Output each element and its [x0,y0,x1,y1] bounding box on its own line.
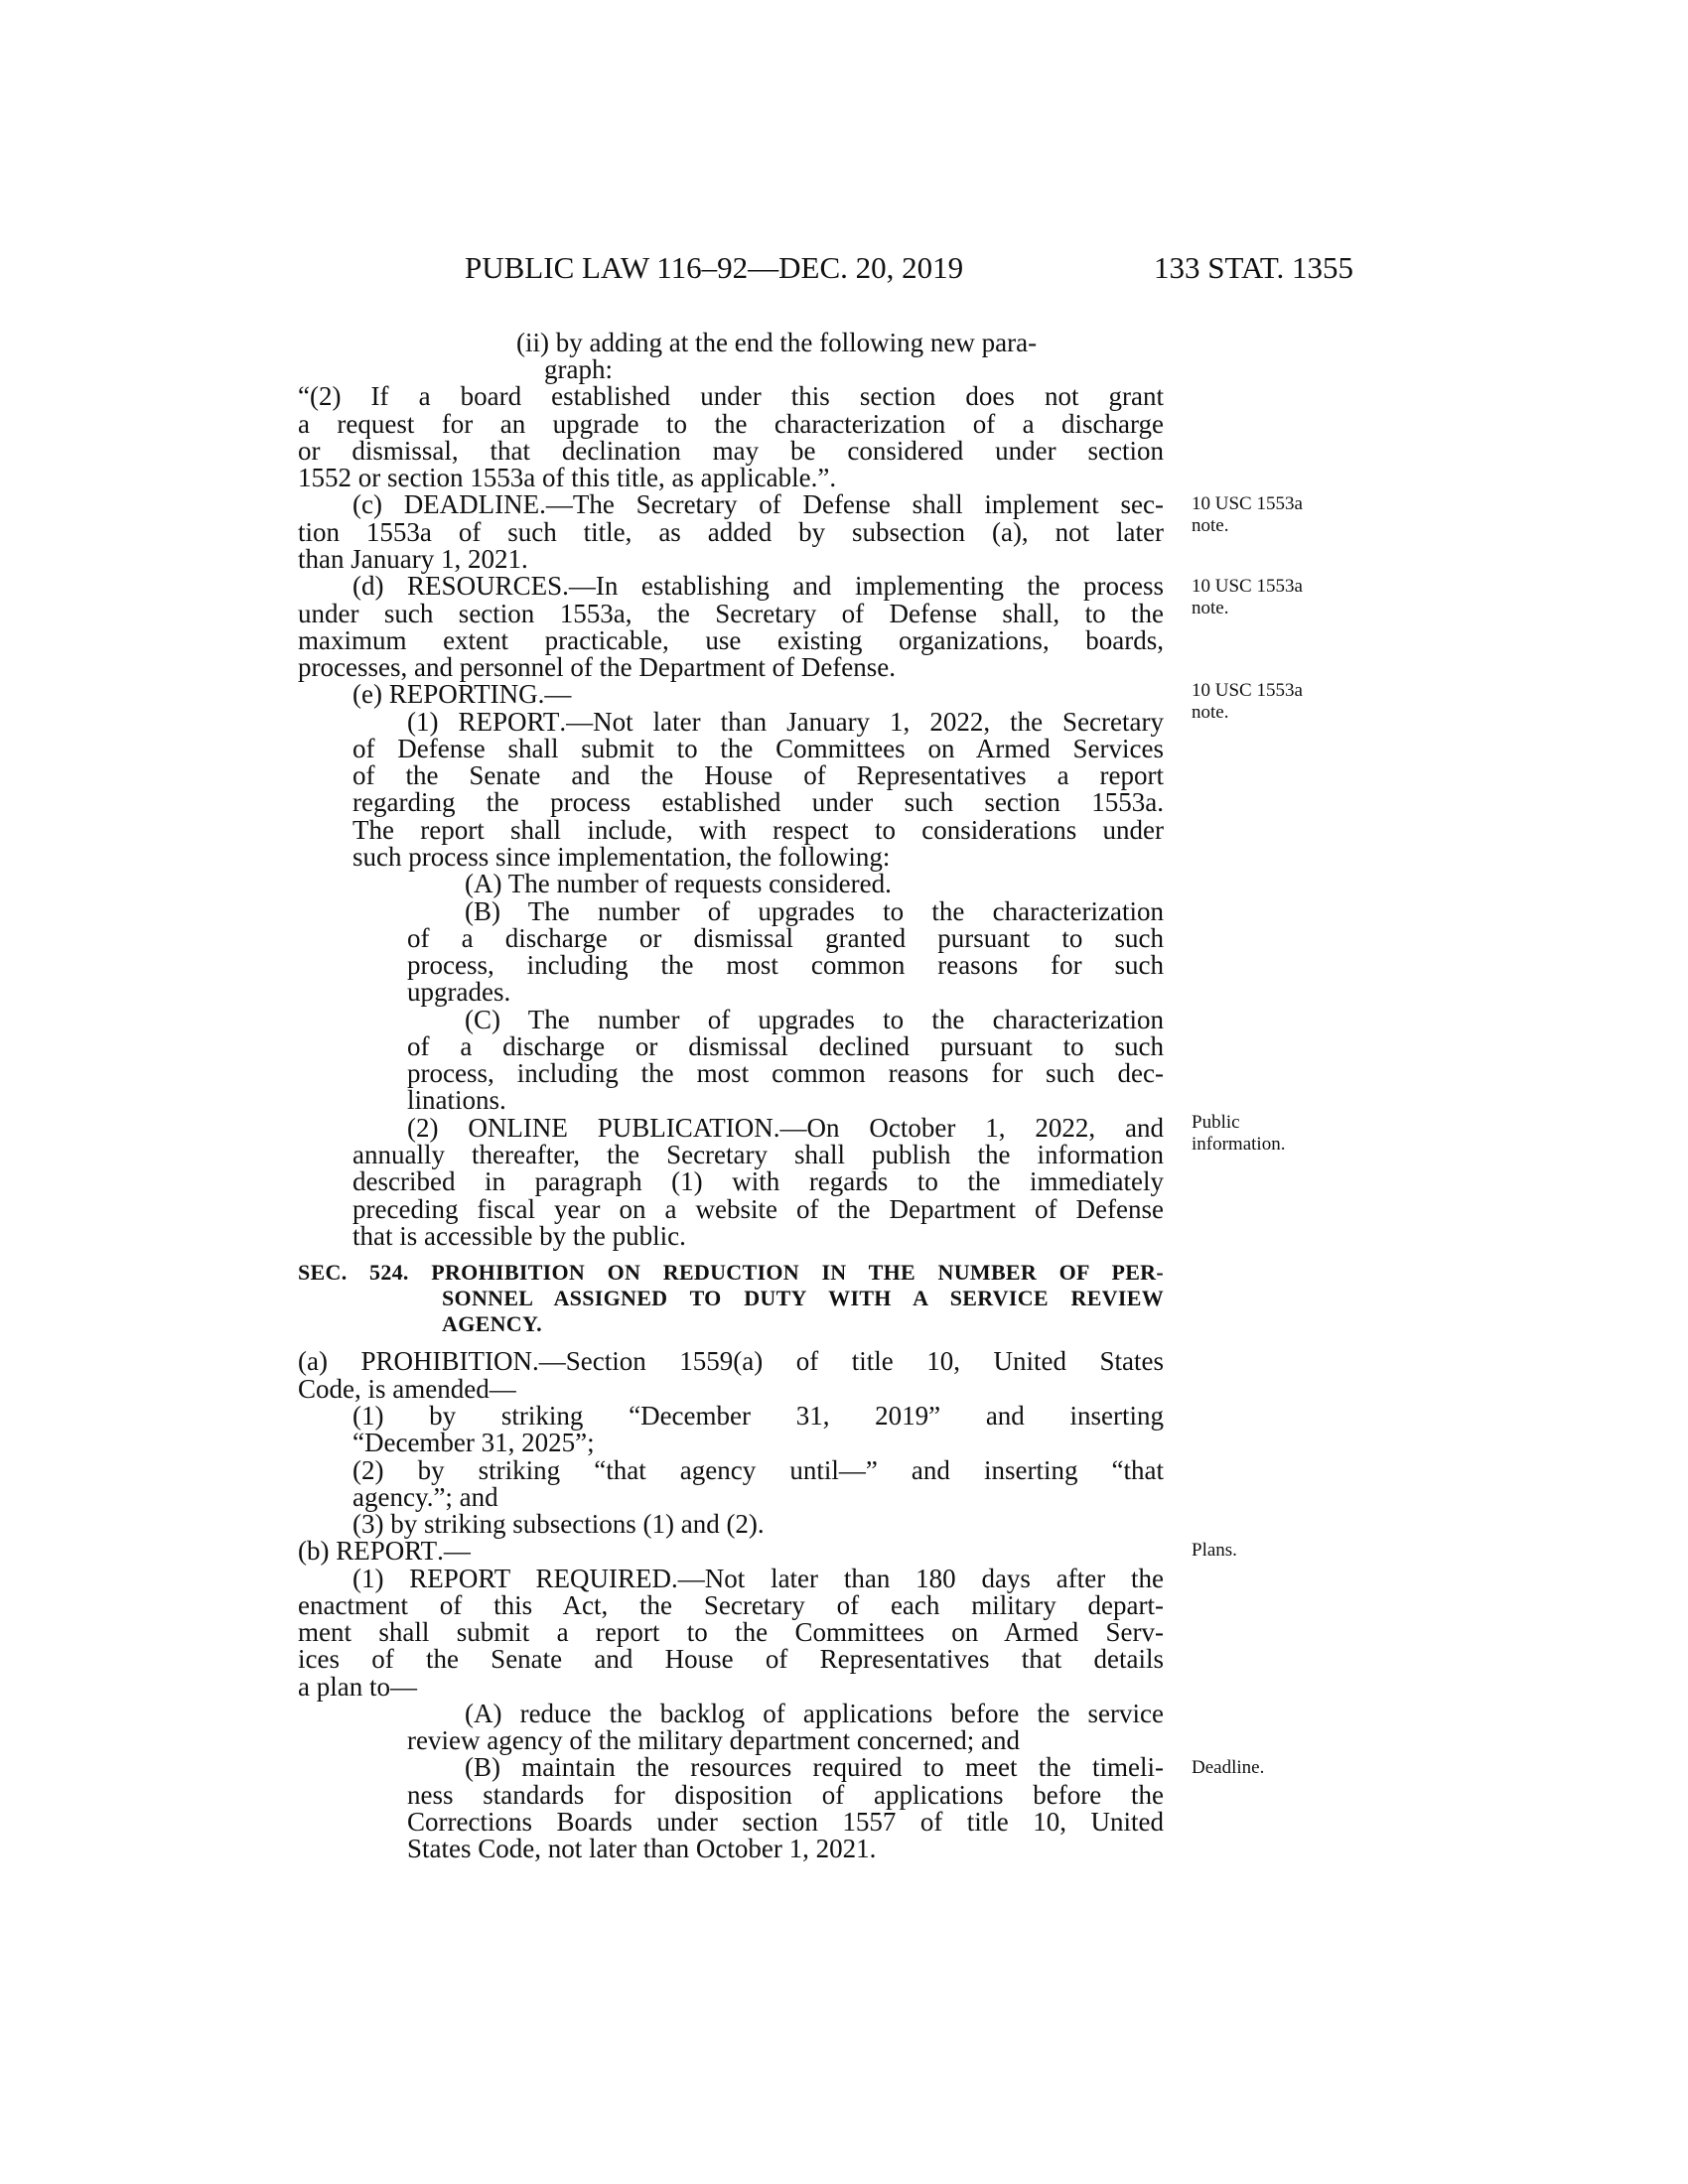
text-line: of a discharge or dismissal granted pursuant to such [407,923,1164,953]
text-line: under such section 1553a, the Secretary of Defense shall, to the [298,599,1164,628]
text-line: a request for an upgrade to the characterization of a discharge [298,409,1164,439]
margin-note-line: Public [1192,1112,1240,1133]
text-line: (2) ONLINE PUBLICATION.—On October 1, 2022, and [407,1113,1164,1143]
text-line: process, including the most common reasons for such dec- [407,1058,1164,1088]
text-line: described in paragraph (1) with regards to the immediately [352,1166,1164,1196]
margin-note-line: 10 USC 1553a [1192,576,1303,597]
text-line: Corrections Boards under section 1557 of title 10, United [407,1807,1164,1837]
section-heading-line: AGENCY. [442,1311,542,1336]
margin-note-line: 10 USC 1553a [1192,493,1303,514]
text-line: review agency of the military department concerned; and [407,1725,1020,1755]
margin-note-line: Deadline. [1192,1757,1265,1778]
paragraph-heading: DEADLINE [403,489,540,519]
text-line: upgrades. [407,977,511,1007]
text-line: enactment of this Act, the Secretary of each military depart- [298,1590,1164,1620]
paragraph-heading: PROHIBITION [360,1346,532,1376]
margin-note-line: information. [1192,1134,1286,1155]
text-line: such process since implementation, the following: [352,842,891,872]
text-line: ices of the Senate and House of Representatives that details [298,1644,1164,1674]
text-line: (c) DEADLINE.—The Secretary of Defense shall implement sec- [352,489,1164,519]
text-line: “December 31, 2025”; [352,1428,595,1457]
text-line: maximum extent practicable, use existing organizations, boards, [298,625,1164,655]
text-line: (1) by striking “December 31, 2019” and inserting [352,1401,1164,1431]
paragraph-heading: REPORT REQUIRED [409,1564,672,1593]
text-line: tion 1553a of such title, as added by subsection (a), not later [298,517,1164,547]
text-line: regarding the process established under such section 1553a. [352,787,1164,817]
text-line: (3) by striking subsections (1) and (2). [352,1509,765,1539]
page-number: 133 STAT. 1355 [1154,250,1354,285]
margin-note-line: note. [1192,515,1229,536]
text-line: The report shall include, with respect to considerations under [352,815,1164,845]
text-line: (C) The number of upgrades to the characterization [465,1005,1164,1034]
text-line: of Defense shall submit to the Committees on Armed Services [352,734,1164,763]
text-line: “(2) If a board established under this section does not grant [298,381,1164,411]
text-line: (2) by striking “that agency until—” and inserting “that [352,1455,1164,1485]
paragraph-heading: RESOURCES [407,571,563,601]
text-line: graph: [544,354,613,384]
text-line: States Code, not later than October 1, 2021. [407,1834,877,1863]
text-line: that is accessible by the public. [352,1221,686,1251]
section-heading-line: SONNEL ASSIGNED TO DUTY WITH A SERVICE REVIEW [442,1286,1164,1310]
margin-note [1192,1540,1237,1562]
paragraph-heading: REPORTING [388,679,538,709]
text-line: process, including the most common reasons for such [407,950,1164,980]
text-line: or dismissal, that declination may be considered under section [298,436,1164,466]
margin-note-line: Plans. [1192,1540,1237,1561]
text-line: ment shall submit a report to the Committees on Armed Serv- [298,1617,1164,1647]
text-line: Code, is amended— [298,1374,516,1404]
section-heading-line: SEC. 524. PROHIBITION ON REDUCTION IN THE NUMBER OF PER- [298,1260,1164,1285]
paragraph-heading: REPORT [458,707,560,737]
paragraph-heading: REPORT [336,1536,438,1566]
running-header-title: PUBLIC LAW 116–92—DEC. 20, 2019 [465,250,964,285]
text-line: (ii) by adding at the end the following new para- [516,328,1038,357]
text-line: (1) REPORT REQUIRED.—Not later than 180 days after the [352,1564,1164,1593]
text-line: (a) PROHIBITION.—Section 1559(a) of title 10, United States [298,1346,1164,1376]
text-line: a plan to— [298,1672,417,1702]
margin-note [1192,1757,1264,1779]
margin-note [1192,493,1303,537]
text-line: (e) REPORTING.— [352,679,572,709]
text-line: (d) RESOURCES.—In establishing and implementing the process [352,571,1165,601]
text-line: (B) The number of upgrades to the characterization [465,896,1164,926]
margin-note-line: note. [1192,702,1229,723]
text-line: (A) The number of requests considered. [465,869,892,898]
text-line: (1) REPORT.—Not later than January 1, 2022, the Secretary [407,707,1164,737]
text-line: preceding fiscal year on a website of the Department of Defense [352,1194,1164,1224]
margin-note-line: note. [1192,598,1229,618]
margin-note [1192,1112,1285,1156]
text-line: (B) maintain the resources required to meet the timeli- [465,1752,1164,1782]
margin-note [1192,680,1303,724]
text-line: linations. [407,1085,506,1115]
text-line: (A) reduce the backlog of applications before the service [465,1699,1164,1728]
margin-note [1192,576,1303,619]
text-line: processes, and personnel of the Department of Defense. [298,652,897,682]
text-line: than January 1, 2021. [298,544,528,574]
text-line: of a discharge or dismissal declined pursuant to such [407,1031,1164,1061]
text-line: agency.”; and [352,1482,498,1512]
paragraph-heading: ONLINE PUBLICATION [468,1113,774,1143]
text-line: ness standards for disposition of applications before the [407,1780,1164,1810]
text-line: of the Senate and the House of Representatives a report [352,760,1164,790]
text-line: (b) REPORT.— [298,1536,471,1566]
text-line: 1552 or section 1553a of this title, as applicable.”. [298,463,837,492]
margin-note-line: 10 USC 1553a [1192,680,1303,701]
text-line: annually thereafter, the Secretary shall publish the information [352,1140,1164,1169]
